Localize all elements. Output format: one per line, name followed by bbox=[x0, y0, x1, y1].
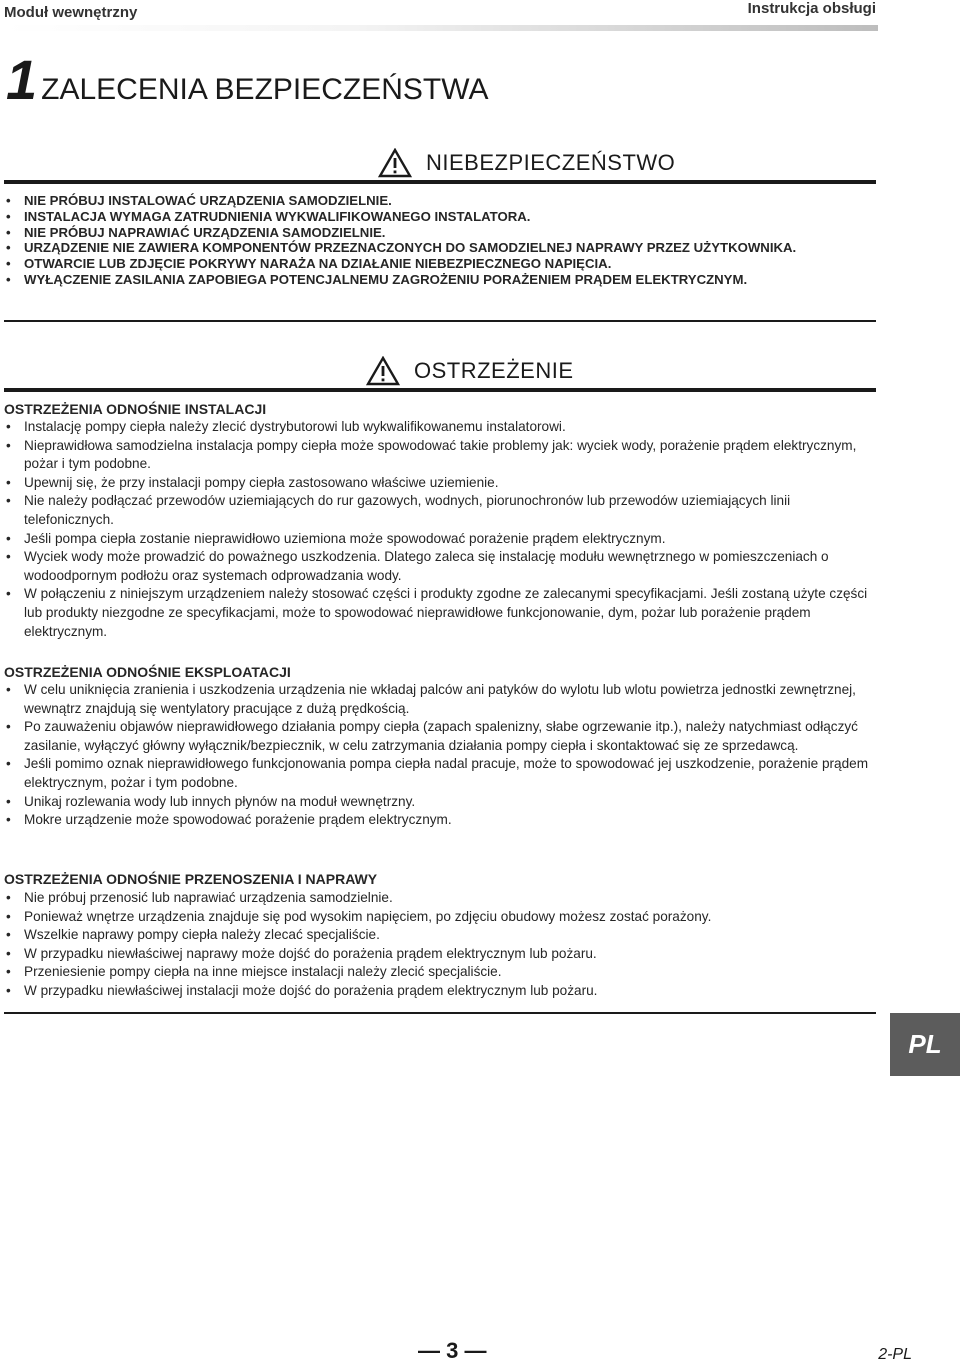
warning-heading bbox=[366, 356, 574, 386]
list-item: • W przypadku niewłaściwej naprawy może dojść do porażenia prądem elektrycznym lub pożaru. bbox=[4, 945, 876, 964]
warning-triangle-icon bbox=[366, 356, 400, 386]
list-item: • W celu uniknięcia zranienia i uszkodzenia urządzenia nie wkładaj palców ani patyków do wylotu lub wlotu powietrza jednostki zewnętrznej, wewnątrz znajdują się wentylatory pracujące z dużą prędkością. bbox=[4, 681, 876, 718]
section-heading-operation: OSTRZEŻENIA ODNOŚNIE EKSPLOATACJI bbox=[4, 664, 291, 680]
warning-top-rule bbox=[4, 388, 876, 392]
section-heading-transport-repair: OSTRZEŻENIA ODNOŚNIE PRZENOSZENIA I NAPRAWY bbox=[4, 871, 378, 887]
list-item: • NIE PRÓBUJ NAPRAWIAĆ URZĄDZENIA SAMODZIELNIE. bbox=[4, 225, 876, 241]
danger-heading bbox=[378, 148, 675, 178]
danger-top-rule bbox=[4, 180, 876, 184]
installation-list bbox=[4, 418, 876, 641]
page-code: 2-PL bbox=[878, 1346, 912, 1363]
danger-bottom-rule bbox=[4, 320, 876, 322]
chapter-title: ZALECENIA BEZPIECZEŃSTWA bbox=[41, 73, 489, 106]
section-heading-installation: OSTRZEŻENIA ODNOŚNIE INSTALACJI bbox=[4, 401, 267, 417]
list-item: • INSTALACJA WYMAGA ZATRUDNIENIA WYKWALIFIKOWANEGO INSTALATORA. bbox=[4, 209, 876, 225]
list-item: • WYŁĄCZENIE ZASILANIA ZAPOBIEGA POTENCJALNEMU ZAGROŻENIU PORAŻENIEM PRĄDEM ELEKTRYCZNYM. bbox=[4, 272, 876, 288]
list-item: • W połączeniu z niniejszym urządzeniem należy stosować części i produkty zgodne ze zalecanymi specyfikacjami. Jeśli zostaną użyte części lub produkty niezgodne ze specyfikacjami, może to spowodować nieprawidłowe funkcjonowanie, dym, pożar lub porażenie prądem elektrycznym. bbox=[4, 585, 876, 641]
operation-list bbox=[4, 681, 876, 830]
list-item: • Nie próbuj przenosić lub naprawiać urządzenia samodzielnie. bbox=[4, 889, 876, 908]
list-item: • Wszelkie naprawy pompy ciepła należy zlecać specjaliście. bbox=[4, 926, 876, 945]
list-item: • Jeśli pomimo oznak nieprawidłowego funkcjonowania pompa ciepła nadal pracuje, może to spowodować jej uszkodzenie, porażenie prądem elektrycznym, pożar i tym podobne. bbox=[4, 755, 876, 792]
list-item: • Unikaj rozlewania wody lub innych płynów na moduł wewnętrzny. bbox=[4, 793, 876, 812]
warning-label: OSTRZEŻENIE bbox=[414, 358, 574, 383]
list-item: • URZĄDZENIE NIE ZAWIERA KOMPONENTÓW PRZEZNACZONYCH DO SAMODZIELNEJ NAPRAWY PRZEZ UŻYTKOWNIKA. bbox=[4, 240, 876, 256]
list-item: • Jeśli pompa ciepła zostanie nieprawidłowo uziemiona może spowodować porażenie prądem elektrycznym. bbox=[4, 530, 876, 549]
list-item: • Nie należy podłączać przewodów uziemiających do rur gazowych, wodnych, piorunochronów lub przewodów uziemiających linii telefonicznych. bbox=[4, 492, 876, 529]
list-item: • Mokre urządzenie może spowodować porażenie prądem elektrycznym. bbox=[4, 811, 876, 830]
warning-triangle-icon bbox=[378, 148, 412, 178]
warning-bottom-rule bbox=[4, 1012, 876, 1014]
header-right: Instrukcja obsługi bbox=[747, 0, 876, 17]
list-item: • W przypadku niewłaściwej instalacji może dojść do porażenia prądem elektrycznym lub pożaru. bbox=[4, 982, 876, 1001]
header-bar bbox=[4, 25, 878, 31]
chapter-number: 1 bbox=[6, 48, 36, 111]
danger-list bbox=[4, 193, 876, 288]
chapter-heading bbox=[6, 48, 489, 111]
list-item: • OTWARCIE LUB ZDJĘCIE POKRYWY NARAŻA NA DZIAŁANIE NIEBEZPIECZNEGO NAPIĘCIA. bbox=[4, 256, 876, 272]
list-item: • Upewnij się, że przy instalacji pompy ciepła zastosowano właściwe uziemienie. bbox=[4, 474, 876, 493]
list-item: • Ponieważ wnętrze urządzenia znajduje się pod wysokim napięciem, po zdjęciu obudowy możesz zostać porażony. bbox=[4, 908, 876, 927]
list-item: • Przeniesienie pompy ciepła na inne miejsce instalacji należy zlecić specjaliście. bbox=[4, 963, 876, 982]
transport-repair-list bbox=[4, 889, 876, 1001]
list-item: • Po zauważeniu objawów nieprawidłowego działania pompy ciepła (zapach spalenizny, słabe ogrzewanie itp.), należy natychmiast odłączyć zasilanie, wyłączyć główny wyłącznik/bezpiecznik, w celu zatrzymania działania pompy ciepła i skontaktować się ze sprzedawcą. bbox=[4, 718, 876, 755]
language-tab: PL bbox=[890, 1013, 960, 1076]
danger-label: NIEBEZPIECZEŃSTWO bbox=[426, 150, 676, 175]
list-item: • NIE PRÓBUJ INSTALOWAĆ URZĄDZENIA SAMODZIELNIE. bbox=[4, 193, 876, 209]
list-item: • Wyciek wody może prowadzić do poważnego uszkodzenia. Dlatego zaleca się instalację modułu wewnętrznego w pomieszczeniach o wodoodpornym podłożu oraz systemach odprowadzania wody. bbox=[4, 548, 876, 585]
header-left: Moduł wewnętrzny bbox=[4, 4, 138, 21]
page-number: — 3 — bbox=[418, 1338, 487, 1363]
list-item: • Nieprawidłowa samodzielna instalacja pompy ciepła może spowodować takie problemy jak: wyciek wody, porażenie prądem elektrycznym, pożar i tym podobne. bbox=[4, 437, 876, 474]
list-item: • Instalację pompy ciepła należy zlecić dystrybutorowi lub wykwalifikowanemu instalatorowi. bbox=[4, 418, 876, 437]
